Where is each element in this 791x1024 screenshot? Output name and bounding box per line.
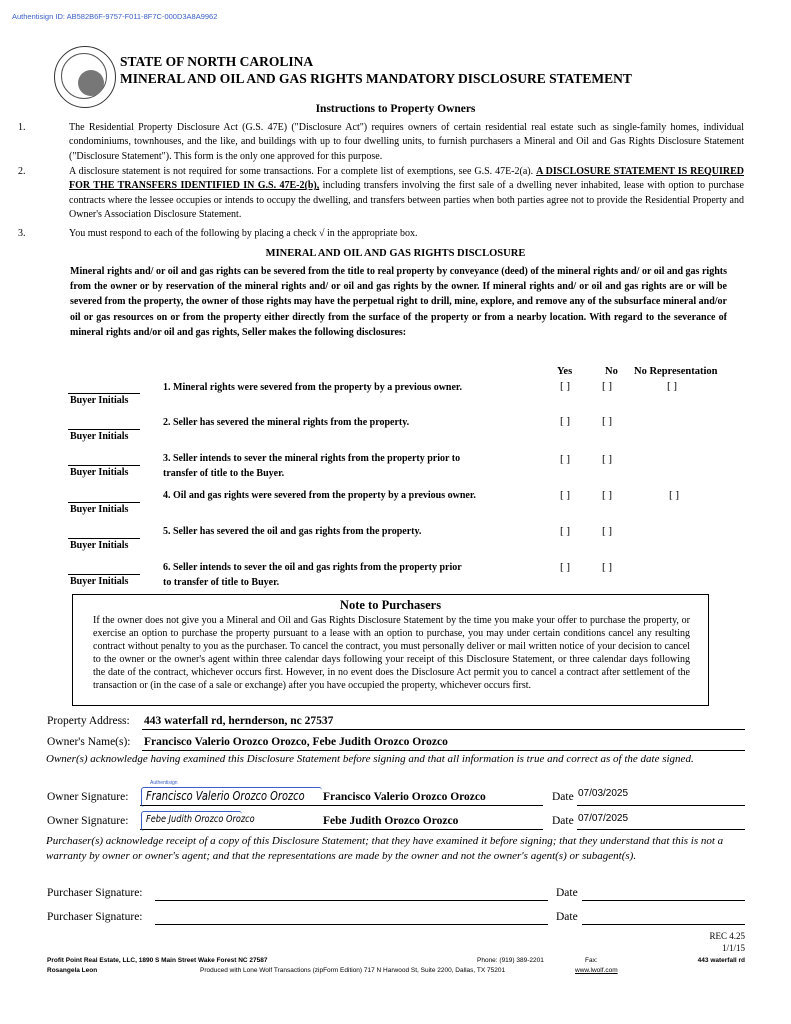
q5-yes-checkbox[interactable]: [ ] <box>560 525 571 537</box>
q2-yes-checkbox[interactable]: [ ] <box>560 415 571 427</box>
q5-no-checkbox[interactable]: [ ] <box>602 525 613 537</box>
note-text: If the owner does not give you a Mineral and Oil and Gas Rights Disclosure Statement by the time you make your offer to purchase the property, or exercise an option to purchase the property pursuant to a lease with an option to purchase, you may under certain conditions cancel any resulting contract without penalty to you as the purchaser. To cancel the contract, you must personally deliver or mail written notice of your decision to cancel to the owner or the owner's agent within three calendar days following your receipt of this Disclosure Statement, or three calendar days following the date of the contract, whichever occurs first. However, in no event does the Disclosure Act permit you to cancel a contract after settlement of the transaction or (in the case of a sale or exchange) after you have occupied the property, whichever occurs first. <box>93 615 690 691</box>
q1-yes-checkbox[interactable]: [ ] <box>560 380 571 392</box>
question-1: 1. Mineral rights were severed from the property by a previous owner. <box>163 382 462 393</box>
buyer-initials-line[interactable] <box>68 574 140 575</box>
property-address-label: Property Address: <box>47 715 130 727</box>
brokerage-fax: Fax: <box>585 957 598 964</box>
producer-info: Produced with Lone Wolf Transactions (zipForm Edition) 717 N Harwood St, Suite 2200, Dallas, TX 75201 <box>200 967 506 974</box>
purchaser-signature-label: Purchaser Signature: <box>47 911 143 923</box>
buyer-initials-label: Buyer Initials <box>70 431 129 442</box>
date-label: Date <box>552 815 574 827</box>
instruction-item-1 <box>18 121 744 164</box>
owner-acknowledgment: Owner(s) acknowledge having examined this Disclosure Statement before signing and that all information is true and correct as of the date signed. <box>46 753 694 765</box>
q1-norep-checkbox[interactable]: [ ] <box>667 380 678 392</box>
buyer-initials-label: Buyer Initials <box>70 467 129 478</box>
buyer-initials-label: Buyer Initials <box>70 504 129 515</box>
brokerage-info: Profit Point Real Estate, LLC, 1890 S Main Street Wake Forest NC 27587 <box>47 957 268 964</box>
item-text: The Residential Property Disclosure Act (G.S. 47E) ("Disclosure Act") requires owners of certain residential real estate such as single-family homes, individual condominiums, townhouses, and the like, and buildings with up to four dwelling units, to furnish purchasers a Mineral and Oil and Gas Rights Disclosure Statement ("Disclosure Statement"). This form is the only one approved for this purpose. <box>69 122 744 162</box>
agent-name: Rosangela Leon <box>47 967 98 974</box>
owner-signature-label: Owner Signature: <box>47 791 129 803</box>
q6-no-checkbox[interactable]: [ ] <box>602 561 613 573</box>
owner1-printed-name: Francisco Valerio Orozco Orozco <box>323 791 486 803</box>
brokerage-phone: Phone: (919) 389-2201 <box>477 957 544 964</box>
note-to-purchasers-box <box>72 594 709 706</box>
owner2-script-signature: Febe Judith Orozco Orozco <box>146 814 255 825</box>
form-date: 1/1/15 <box>721 943 745 953</box>
owner2-date[interactable]: 07/07/2025 <box>578 813 629 824</box>
item-number: 2. <box>18 166 26 177</box>
q4-norep-checkbox[interactable]: [ ] <box>669 489 680 501</box>
item-text-emphasis: A DISCLOSURE STATEMENT IS REQUIRED FOR THE TRANSFERS IDENTIFIED IN G.S. 47E-2(b), <box>69 166 745 192</box>
buyer-initials-label: Buyer Initials <box>70 395 129 406</box>
buyer-initials-line[interactable] <box>68 465 140 466</box>
owner-signature-label: Owner Signature: <box>47 815 129 827</box>
authentisign-tag: Authentisign <box>150 780 178 786</box>
file-name: 443 waterfall rd <box>697 957 745 964</box>
buyer-initials-label: Buyer Initials <box>70 540 129 551</box>
q6-yes-checkbox[interactable]: [ ] <box>560 561 571 573</box>
disclosure-paragraph: Mineral rights and/ or oil and gas rights can be severed from the title to real property by conveyance (deed) of the mineral rights and/ or oil and gas rights from the owner or by reservation of the mineral rights and/ or oil and gas rights by the owner. If mineral rights and/ or oil and gas rights are or will be severed from the property, the owner of those rights may have the perpetual right to drill, mine, explore, and remove any of the subsurface mineral and/or oil or gas resources on or from the property either directly from the surface of the property or from a nearby location. With regard to the severance of mineral rights and/or oil and gas rights, Seller makes the following disclosures: <box>70 266 727 338</box>
purchaser-signature-label: Purchaser Signature: <box>47 887 143 899</box>
buyer-initials-line[interactable] <box>68 502 140 503</box>
property-address-line <box>142 729 745 730</box>
item-text: including transfers involving the first sale of a dwelling never inhabited, lease with option to purchase contracts where the lessee occupies or intends to occupy the dwelling, and transfers between parties when both parties agree not to provide the Residential Property and Owner's Association Disclosure Statement. <box>69 180 744 220</box>
q3-yes-checkbox[interactable]: [ ] <box>560 453 571 465</box>
instruction-item-3 <box>18 227 744 241</box>
q1-no-checkbox[interactable]: [ ] <box>602 380 613 392</box>
q4-yes-checkbox[interactable]: [ ] <box>560 489 571 501</box>
date-line[interactable] <box>582 924 745 925</box>
form-title: MINERAL AND OIL AND GAS RIGHTS MANDATORY DISCLOSURE STATEMENT <box>120 71 632 86</box>
buyer-initials-line[interactable] <box>68 538 140 539</box>
owner1-script-signature: Francisco Valerio Orozco Orozco <box>146 789 305 803</box>
owner1-date[interactable]: 07/03/2025 <box>578 788 629 799</box>
date-label: Date <box>556 911 578 923</box>
item-text: A disclosure statement is not required for some transactions. For a complete list of exemptions, see G.S. 47E-2(a). <box>69 166 537 177</box>
buyer-initials-line[interactable] <box>68 429 140 430</box>
col-no: No <box>605 366 618 377</box>
question-5: 5. Seller has severed the oil and gas rights from the property. <box>163 526 422 537</box>
question-2: 2. Seller has severed the mineral rights from the property. <box>163 417 410 428</box>
authentisign-id: Authentisign ID: AB582B6F-9757-F011-8F7C-000D3A8A9962 <box>12 12 218 21</box>
website-link[interactable]: www.lwolf.com <box>575 967 618 974</box>
date-line <box>577 805 745 806</box>
instructions-heading: Instructions to Property Owners <box>315 103 476 115</box>
disclosure-heading: MINERAL AND OIL AND GAS RIGHTS DISCLOSURE <box>265 248 526 259</box>
question-3: 3. Seller intends to sever the mineral rights from the property prior to transfer of title to the Buyer. <box>163 453 461 479</box>
owners-name-label: Owner's Name(s): <box>47 736 131 748</box>
buyer-initials-line[interactable] <box>68 393 140 394</box>
col-yes: Yes <box>557 366 573 377</box>
note-heading: Note to Purchasers <box>339 598 442 612</box>
property-address-value[interactable]: 443 waterfall rd, hernderson, nc 27537 <box>144 715 334 727</box>
date-label: Date <box>552 791 574 803</box>
q2-no-checkbox[interactable]: [ ] <box>602 415 613 427</box>
q3-no-checkbox[interactable]: [ ] <box>602 453 613 465</box>
question-6: 6. Seller intends to sever the oil and gas rights from the property prior to transfer of title to Buyer. <box>163 562 462 588</box>
purchaser-signature-line[interactable] <box>155 924 548 925</box>
date-line <box>577 829 745 830</box>
date-line[interactable] <box>582 900 745 901</box>
item-number: 3. <box>18 228 26 239</box>
q4-no-checkbox[interactable]: [ ] <box>602 489 613 501</box>
instruction-item-2 <box>18 165 744 222</box>
owners-name-line <box>142 750 745 751</box>
owner2-printed-name: Febe Judith Orozco Orozco <box>323 815 459 827</box>
buyer-initials-label: Buyer Initials <box>70 576 129 587</box>
state-title: STATE OF NORTH CAROLINA <box>120 54 314 69</box>
item-text: You must respond to each of the following by placing a check √ in the appropriate box. <box>69 228 418 239</box>
date-label: Date <box>556 887 578 899</box>
owners-name-value[interactable]: Francisco Valerio Orozco Orozco, Febe Judith Orozco Orozco <box>144 736 448 748</box>
purchaser-acknowledgment: Purchaser(s) acknowledge receipt of a copy of this Disclosure Statement; that they have examined it before signing; that they understand that this is not a warranty by owner or owner's agent; and that the representations are made by the owner and not the owner's agent(s) or subagent(s). <box>46 835 724 862</box>
item-number: 1. <box>18 122 26 133</box>
state-seal-logo <box>54 46 116 108</box>
col-no-representation: No Representation <box>634 366 718 377</box>
form-code: REC 4.25 <box>709 931 745 941</box>
question-4: 4. Oil and gas rights were severed from the property by a previous owner. <box>163 490 476 501</box>
purchaser-signature-line[interactable] <box>155 900 548 901</box>
